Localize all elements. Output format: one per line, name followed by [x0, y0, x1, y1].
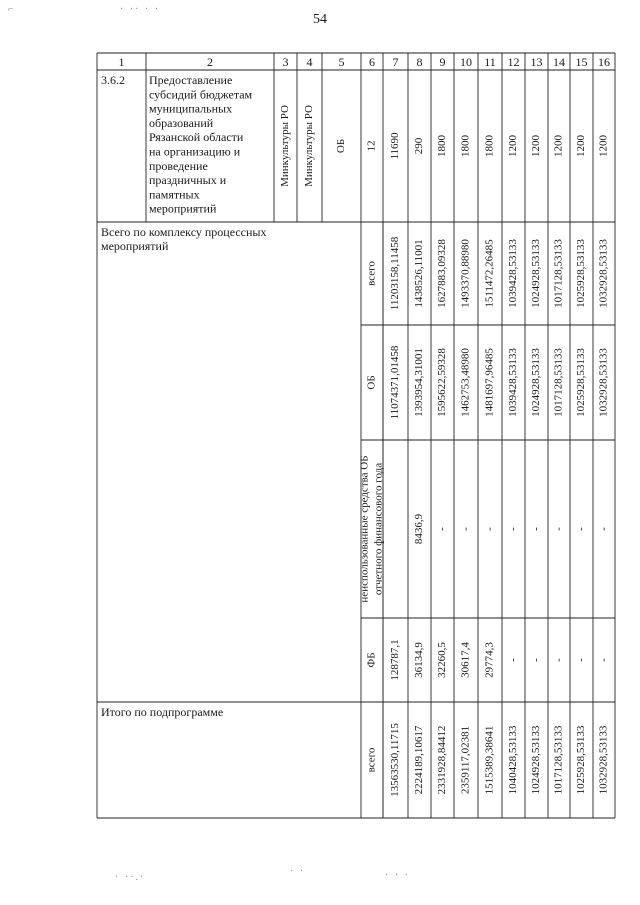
row-title-line: мероприятий [149, 201, 217, 216]
complex-value-cell: 29774,3 [483, 642, 496, 678]
complex-value-cell: - [597, 527, 610, 531]
row-code: 3.6.2 [101, 73, 125, 87]
complex-value-cell: 32260,5 [436, 642, 449, 678]
complex-value-cell: 1032928,53133 [597, 348, 610, 417]
row-title-line: образований [149, 115, 214, 130]
header-cell-16: 16 [598, 55, 610, 69]
header-cell-1: 1 [118, 55, 125, 69]
header-cell-14: 14 [553, 55, 565, 69]
row-title-line: субсидий бюджетам [149, 87, 253, 102]
complex-value-cell: - [459, 527, 472, 531]
complex-value-cell: 36134,9 [413, 642, 426, 678]
complex-value-cell: 1017128,53133 [552, 239, 565, 308]
complex-value-cell: - [575, 658, 588, 662]
header-cell-2: 2 [207, 55, 213, 69]
header-cell-11: 11 [484, 55, 496, 69]
complex-value-cell: 8436,9 [413, 513, 426, 545]
row-title-line: Предоставление [149, 73, 233, 87]
value-cell: 11690 [389, 132, 402, 160]
complex-value-cell: 1493370,88980 [459, 239, 472, 308]
complex-value-cell: - [507, 527, 520, 531]
complex-value-cell: 1462753,48980 [459, 348, 472, 417]
row-title-line: праздничных и [149, 173, 227, 188]
complex-value-cell: 1039428,53133 [507, 348, 520, 417]
value-cell: 1800 [459, 135, 472, 157]
scan-noise: · · [290, 866, 306, 877]
row-title-line: проведение [149, 158, 208, 173]
subprogram-value-cell: 2331928,84412 [436, 725, 449, 795]
complex-value-cell: - [530, 527, 543, 531]
value-cell: 1800 [483, 135, 496, 157]
complex-value-cell: - [575, 527, 588, 531]
header-cell-7: 7 [392, 55, 399, 69]
header-cell-3: 3 [282, 55, 289, 69]
subprogram-value-cell: 2224189,10617 [413, 725, 426, 795]
complex-row-label: отчетного финансового года [372, 462, 385, 596]
subprogram-title: Итого по подпрограмме [101, 705, 224, 719]
complex-value-cell: - [552, 658, 565, 662]
complex-value-cell: 1039428,53133 [507, 239, 520, 308]
value-cell: 1200 [575, 135, 588, 157]
scan-noise: · ·· · · [120, 4, 161, 15]
row-title-line: Рязанской области [149, 130, 244, 145]
executor-b: Минкультуры РО [303, 105, 316, 187]
complex-value-cell: 1627883,09328 [436, 239, 449, 308]
complex-value-cell: 11203158,11458 [389, 236, 402, 311]
header-cell-5: 5 [338, 55, 345, 69]
value-cell: 1200 [507, 135, 520, 157]
item-number: 12 [365, 140, 378, 152]
scan-noise: · ··.· [115, 872, 146, 883]
header-cell-8: 8 [416, 55, 423, 69]
header-cell-13: 13 [530, 55, 543, 69]
complex-row-label: ОБ [365, 375, 378, 390]
complex-value-cell: 1438526,11001 [413, 239, 426, 308]
value-cell: 1200 [530, 135, 543, 157]
complex-row-label: ФБ [365, 652, 378, 668]
header-cell-6: 6 [369, 55, 375, 69]
subprogram-value-cell: 1017128,53133 [552, 725, 565, 795]
subprogram-row-label: всего [365, 747, 378, 773]
row-title-line: на организацию и [149, 144, 241, 159]
value-cell: 290 [413, 137, 426, 155]
subprogram-value-cell: 1025928,53133 [575, 725, 588, 795]
source-ob: ОБ [335, 138, 348, 154]
complex-value-cell: 11074371,01458 [389, 345, 402, 420]
complex-value-cell: 128787,1 [389, 639, 402, 681]
complex-value-cell: 1025928,53133 [575, 239, 588, 308]
subprogram-value-cell: 13563530,11715 [389, 723, 402, 797]
subprogram-value-cell: 1032928,53133 [597, 725, 610, 795]
header-cell-9: 9 [439, 55, 446, 69]
row-title-line: муниципальных [149, 101, 233, 116]
complex-value-cell: 30617,4 [459, 642, 472, 678]
scan-mark: ⌐ [8, 4, 16, 15]
complex-value-cell: 1511472,26485 [483, 239, 496, 308]
complex-value-cell: - [436, 527, 449, 531]
complex-value-cell: 1017128,53133 [552, 348, 565, 417]
subprogram-value-cell: 1024928,53133 [530, 725, 543, 795]
complex-value-cell: 1481697,96485 [483, 348, 496, 417]
value-cell: 1800 [436, 135, 449, 157]
row-title-line: памятных [149, 187, 200, 202]
header-cell-12: 12 [507, 55, 520, 69]
subprogram-value-cell: 1515389,38641 [483, 725, 496, 795]
complex-value-cell: 1032928,53133 [597, 239, 610, 308]
complex-value-cell: - [597, 658, 610, 662]
complex-value-cell: 1024928,53133 [530, 239, 543, 308]
scan-noise: · · · [385, 870, 410, 881]
executor-a: Минкультуры РО [279, 105, 292, 187]
complex-title-line: Всего по комплексу процессных [101, 225, 267, 239]
value-cell: 1200 [597, 135, 610, 157]
complex-value-cell: 1393954,31001 [413, 348, 426, 417]
complex-value-cell: - [507, 658, 520, 662]
subprogram-value-cell: 2359117,02381 [459, 725, 472, 795]
complex-value-cell: 1025928,53133 [575, 348, 588, 417]
subprogram-value-cell: 1040428,53133 [507, 725, 520, 795]
complex-value-cell: - [552, 527, 565, 531]
header-cell-10: 10 [460, 55, 472, 69]
complex-row-label: всего [365, 261, 378, 286]
complex-value-cell: - [483, 527, 496, 531]
header-cell-4: 4 [306, 55, 313, 69]
complex-value-cell: 1024928,53133 [530, 348, 543, 417]
complex-title-line: мероприятий [101, 239, 169, 253]
complex-value-cell: - [530, 658, 543, 662]
value-cell: 1200 [552, 135, 565, 157]
complex-row-label: неиспользованные средства ОБ [358, 455, 371, 603]
page-number: 54 [313, 12, 327, 27]
header-cell-15: 15 [575, 55, 588, 69]
complex-value-cell: 1595622,59328 [436, 348, 449, 417]
